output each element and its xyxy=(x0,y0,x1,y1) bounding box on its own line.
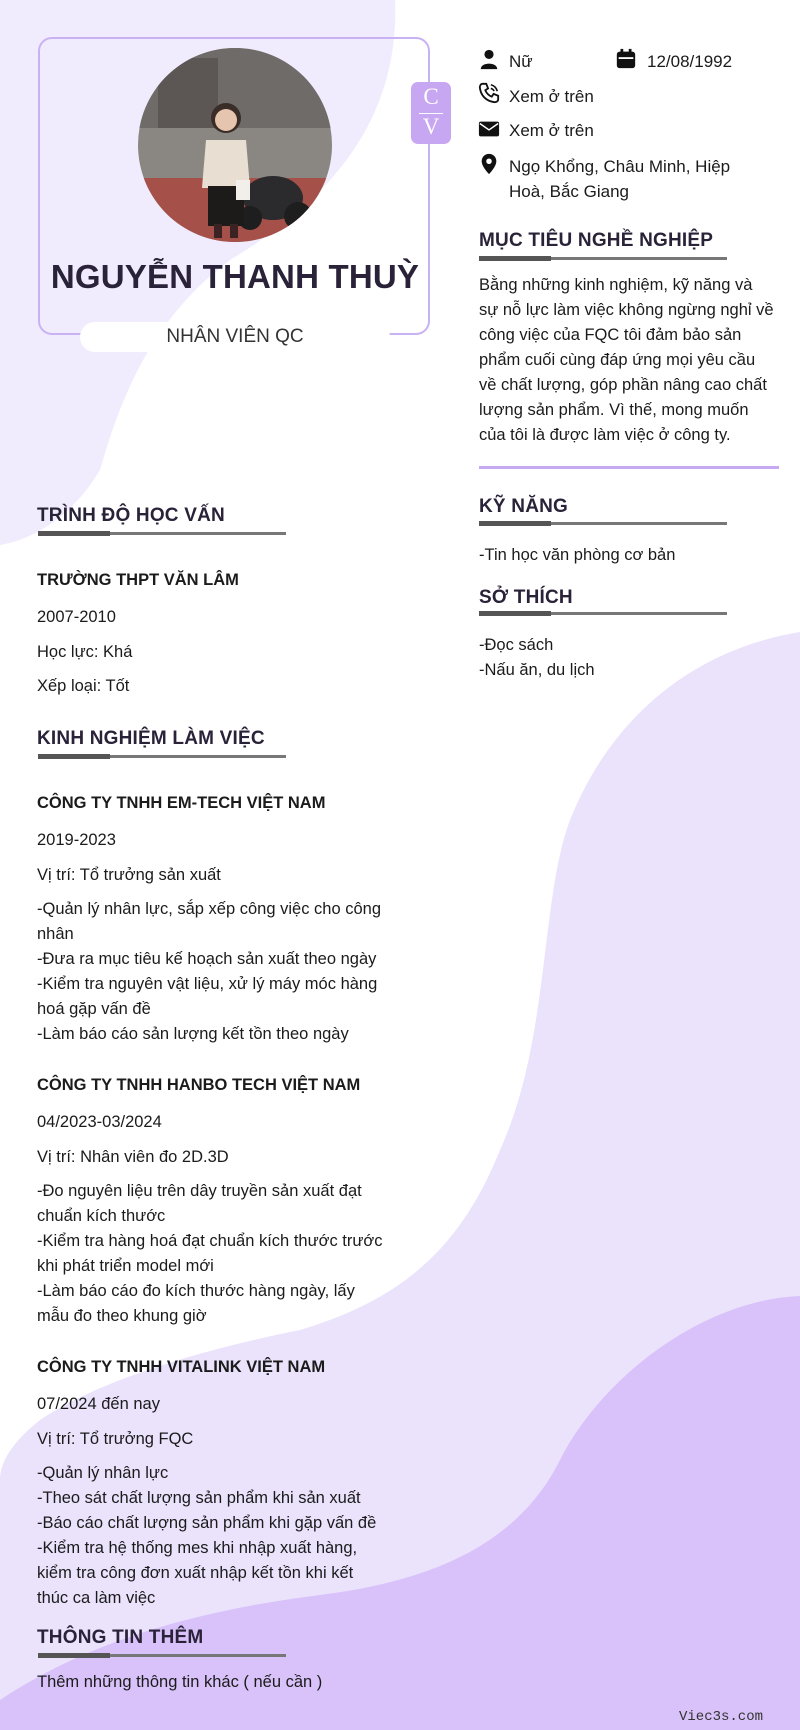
candidate-role: NHÂN VIÊN QC xyxy=(166,326,304,347)
skills-underline xyxy=(479,522,727,525)
job-position: Vị trí: Tổ trưởng FQC xyxy=(37,1430,194,1448)
job-duty-line: -Làm báo cáo sản lượng kết tồn theo ngày xyxy=(37,1025,349,1043)
job-duty-line: -Quản lý nhân lực xyxy=(37,1464,169,1482)
email-text: Xem ở trên xyxy=(509,121,594,140)
job-duties xyxy=(37,1179,382,1329)
job-duty-line: thúc ca làm việc xyxy=(37,1589,156,1607)
hobbies-underline xyxy=(479,612,727,615)
extra-heading: THÔNG TIN THÊM xyxy=(37,1627,204,1648)
address-line: Hoà, Bắc Giang xyxy=(509,182,630,201)
cv-badge-v: V xyxy=(422,114,440,139)
job-duty-line: -Quản lý nhân lực, sắp xếp công việc cho công xyxy=(37,900,381,918)
phone-text: Xem ở trên xyxy=(509,87,594,106)
extra-text: Thêm những thông tin khác ( nếu cần ) xyxy=(37,1673,323,1691)
objective-line: của tôi là được làm việc ở công ty. xyxy=(479,426,731,444)
job-duty-line: -Làm báo cáo đo kích thước hàng ngày, lấy xyxy=(37,1282,355,1300)
calendar-icon xyxy=(615,48,637,70)
hobby-item: -Nấu ăn, du lịch xyxy=(479,661,595,679)
phone-icon xyxy=(478,82,500,104)
location-pin-icon xyxy=(478,153,500,175)
objective-line: công việc của FQC tôi đảm bảo sản xyxy=(479,326,742,344)
objective-heading: MỤC TIÊU NGHỀ NGHIỆP xyxy=(479,230,714,251)
address-text xyxy=(509,154,730,204)
hobbies-list xyxy=(479,633,595,683)
objective-underline xyxy=(479,257,727,260)
email-icon xyxy=(478,118,500,140)
job-duty-line: hoá gặp vấn đề xyxy=(37,1000,151,1018)
job-duty-line: nhân xyxy=(37,925,74,943)
education-heading: TRÌNH ĐỘ HỌC VẤN xyxy=(37,505,225,526)
objective-line: phẩm cuối cùng đáp ứng mọi yêu cầu xyxy=(479,351,756,369)
job-duty-line: -Báo cáo chất lượng sản phẩm khi gặp vấn đề xyxy=(37,1514,377,1532)
experience-underline xyxy=(38,755,286,758)
school-name: TRƯỜNG THPT VĂN LÂM xyxy=(37,571,239,589)
objective-line: về chất lượng, góp phần nâng cao chất xyxy=(479,376,767,394)
candidate-name: NGUYỄN THANH THUỲ xyxy=(50,258,420,295)
job-duties xyxy=(37,1461,376,1611)
job-period: 07/2024 đến nay xyxy=(37,1395,160,1413)
job-duty-line: kiểm tra công đơn xuất nhập kết tồn khi kết xyxy=(37,1564,354,1582)
hobbies-heading: SỞ THÍCH xyxy=(479,587,573,608)
birthdate-text: 12/08/1992 xyxy=(647,52,733,71)
job-period: 2019-2023 xyxy=(37,831,116,849)
experience-heading: KINH NGHIỆM LÀM VIỆC xyxy=(37,728,265,749)
gender-text: Nữ xyxy=(509,52,533,71)
job-duty-line: -Đo nguyên liệu trên dây truyền sản xuất đạt xyxy=(37,1182,362,1200)
objective-text xyxy=(479,273,774,448)
job-duty-line: -Kiểm tra nguyên vật liệu, xử lý máy móc hàng xyxy=(37,975,378,993)
footer-watermark: Viec3s.com xyxy=(678,1709,763,1725)
job-duty-line: khi phát triển model mới xyxy=(37,1257,214,1275)
education-grade: Học lực: Khá xyxy=(37,643,133,661)
job-duty-line: chuẩn kích thước xyxy=(37,1207,166,1225)
job-duty-line: -Kiểm tra hệ thống mes khi nhập xuất hàng, xyxy=(37,1539,358,1557)
job-position: Vị trí: Nhân viên đo 2D.3D xyxy=(37,1148,229,1166)
education-period: 2007-2010 xyxy=(37,608,116,626)
section-divider xyxy=(479,466,779,469)
person-icon xyxy=(478,48,500,70)
education-conduct: Xếp loại: Tốt xyxy=(37,677,130,695)
job-duty-line: -Theo sát chất lượng sản phẩm khi sản xuất xyxy=(37,1489,361,1507)
education-underline xyxy=(38,532,286,535)
avatar xyxy=(138,48,332,242)
job-company: CÔNG TY TNHH HANBO TECH VIỆT NAM xyxy=(37,1076,361,1094)
job-company: CÔNG TY TNHH EM-TECH VIỆT NAM xyxy=(37,794,326,812)
objective-line: lượng sản phẩm. Vì thế, mong muốn xyxy=(479,401,749,419)
cv-badge-c: C xyxy=(423,84,439,109)
skill-item: -Tin học văn phòng cơ bản xyxy=(479,546,676,564)
objective-line: sự nỗ lực làm việc không ngừng nghỉ về xyxy=(479,301,774,319)
job-position: Vị trí: Tổ trưởng sản xuất xyxy=(37,866,221,884)
address-line: Ngọ Khổng, Châu Minh, Hiệp xyxy=(509,157,731,176)
avatar-photo xyxy=(138,48,332,242)
job-period: 04/2023-03/2024 xyxy=(37,1113,162,1131)
job-duty-line: -Kiểm tra hàng hoá đạt chuẩn kích thước trước xyxy=(37,1232,383,1250)
skills-heading: KỸ NĂNG xyxy=(479,496,569,517)
cv-badge xyxy=(411,82,451,144)
objective-line: Bằng những kinh nghiệm, kỹ năng và xyxy=(479,276,753,294)
job-duty-line: mẫu đo theo khung giờ xyxy=(37,1307,207,1325)
extra-underline xyxy=(38,1654,286,1657)
hobby-item: -Đọc sách xyxy=(479,636,554,654)
job-duties xyxy=(37,897,381,1047)
job-duty-line: -Đưa ra mục tiêu kế hoạch sản xuất theo ngày xyxy=(37,950,377,968)
job-company: CÔNG TY TNHH VITALINK VIỆT NAM xyxy=(37,1358,326,1376)
